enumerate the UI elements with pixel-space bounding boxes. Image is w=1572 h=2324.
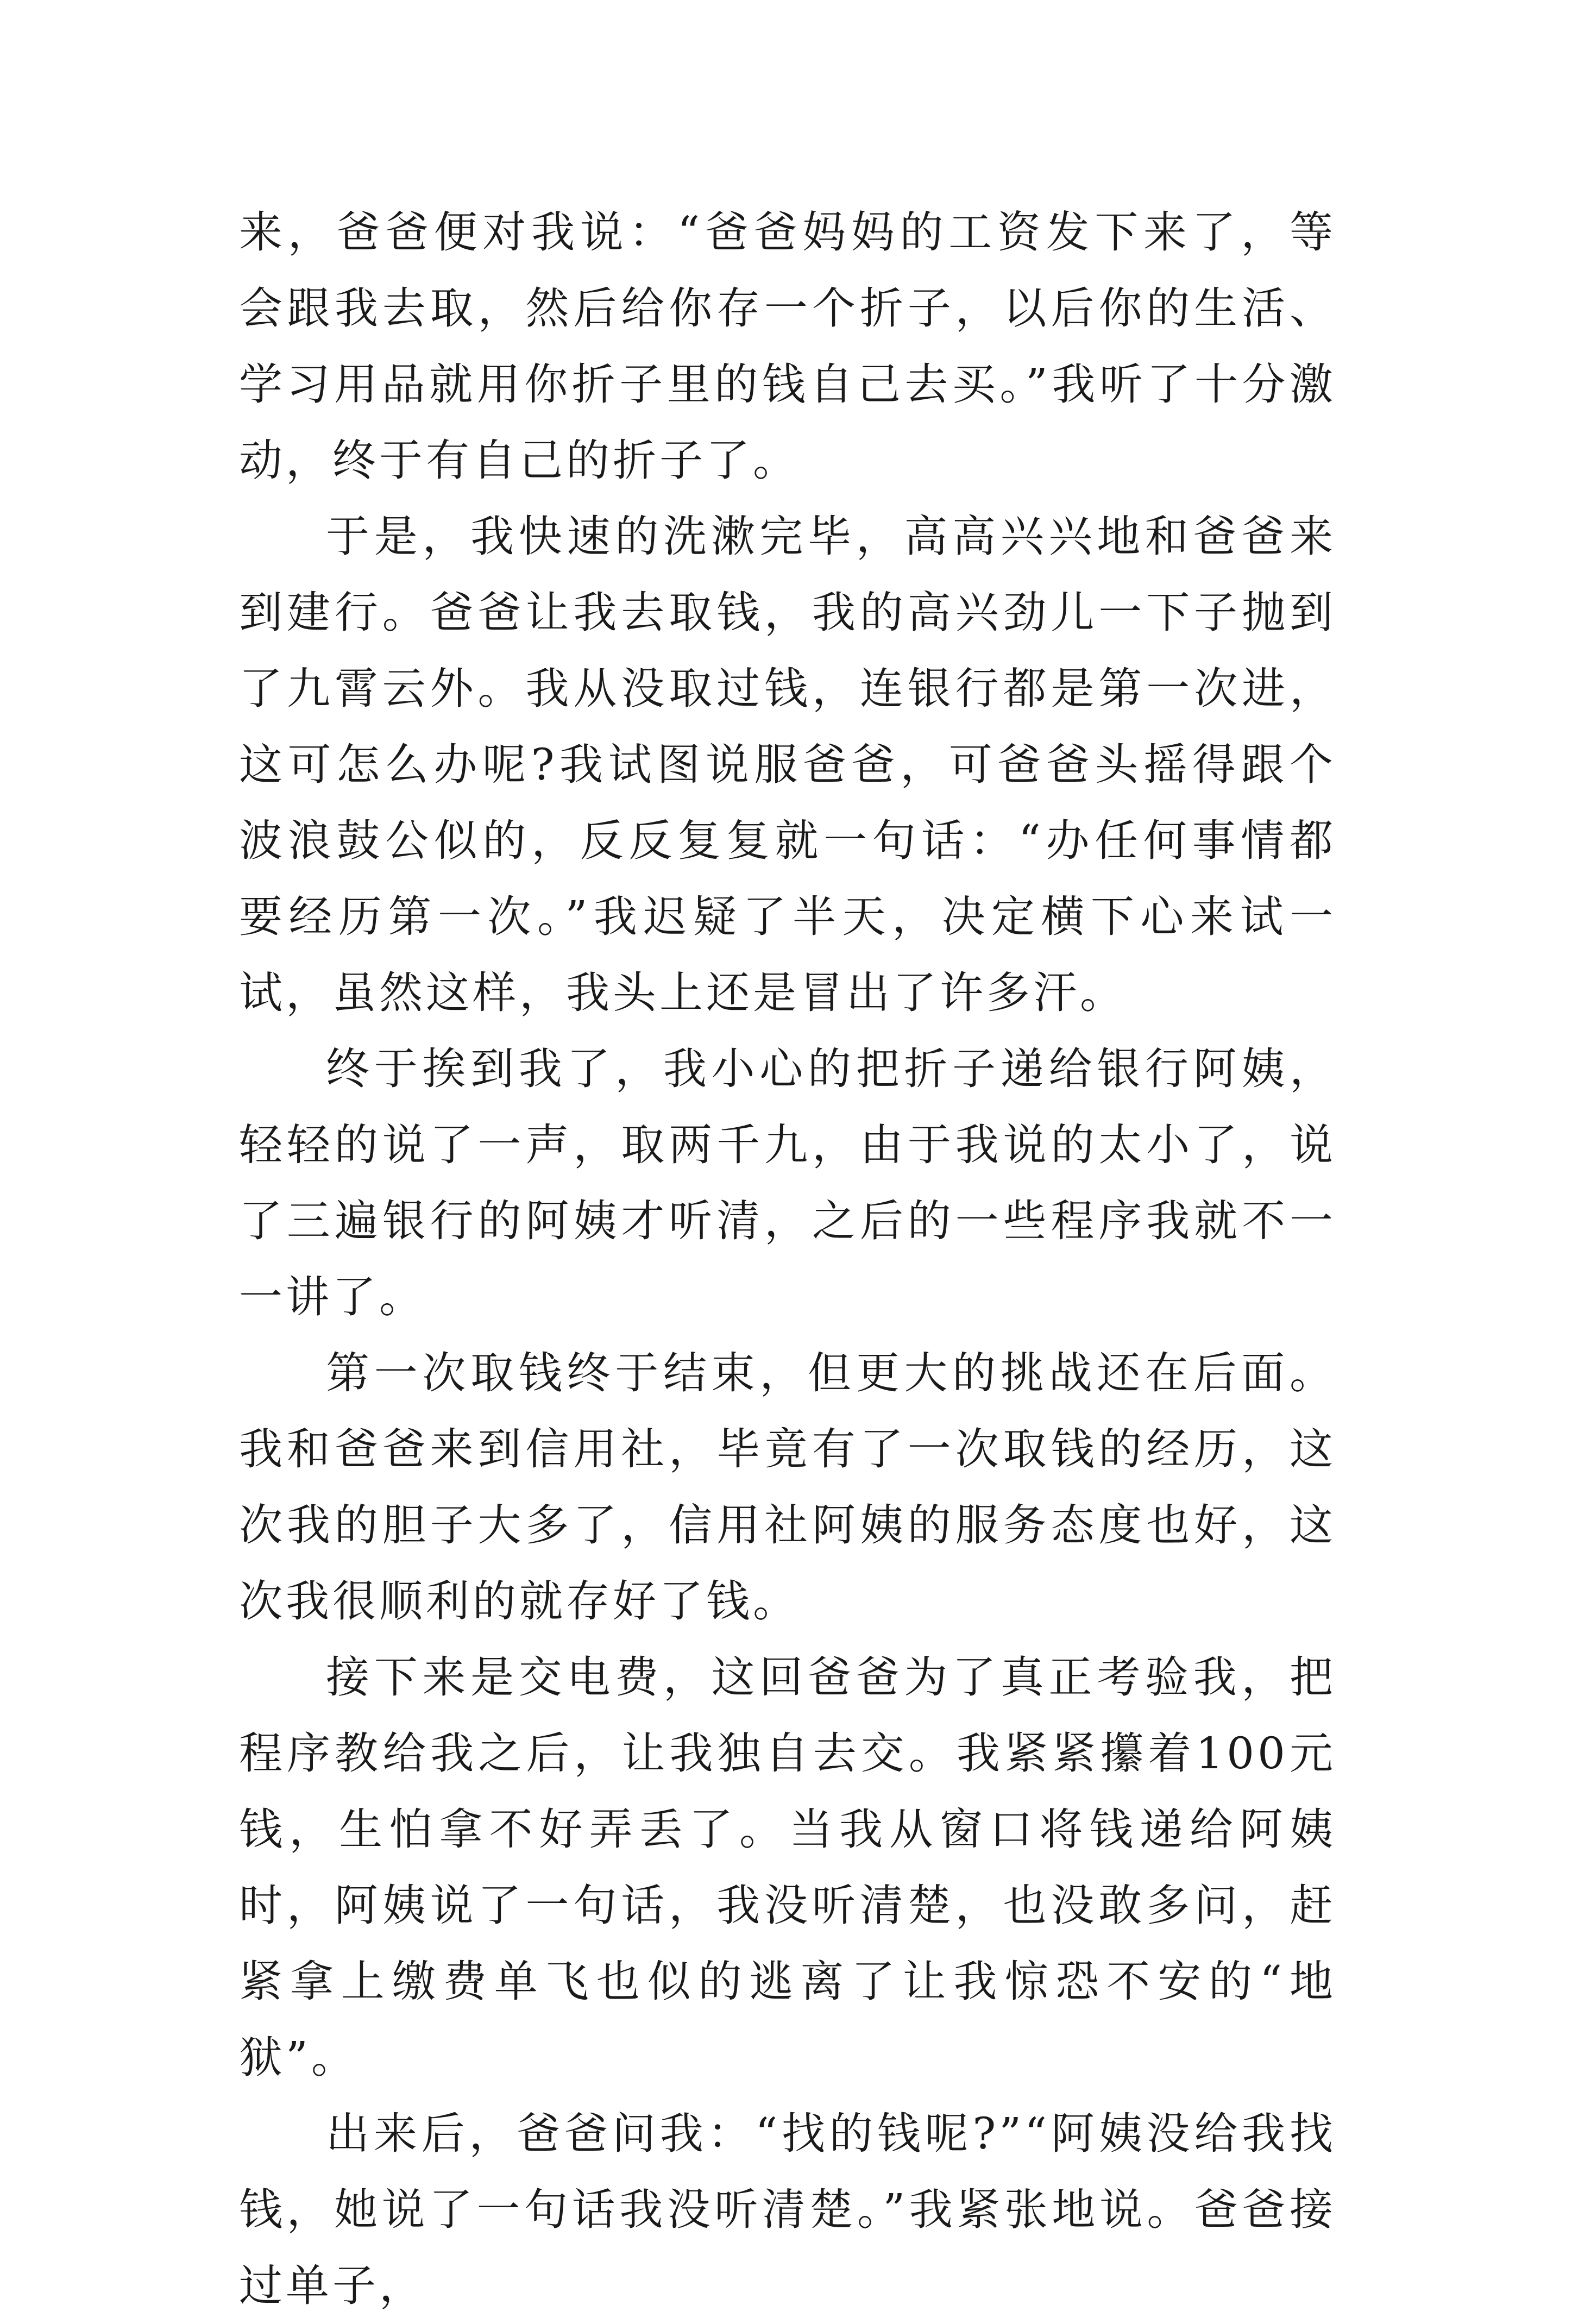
paragraph-4: 第一次取钱终于结束，但更大的挑战还在后面。我和爸爸来到信用社，毕竟有了一次取钱的经历，这次我的胆子大多了，信用社阿姨的服务态度也好，这次我很顺利的就存好了钱。 <box>239 1348 1336 1626</box>
paragraph-6: 出来后，爸爸问我：“找的钱呢?”“阿姨没给我找钱，她说了一句话我没听清楚。”我紧张地说。爸爸接过单子， <box>239 2108 1336 2311</box>
paragraph-2: 于是，我快速的洗漱完毕，高高兴兴地和爸爸来到建行。爸爸让我去取钱，我的高兴劲儿一下子抛到了九霄云外。我从没取过钱，连银行都是第一次进，这可怎么办呢?我试图说服爸爸，可爸爸头摇得跟个波浪鼓公似的，反反复复就一句话：“办任何事情都要经历第一次。”我迟疑了半天，决定横下心来试一试，虽然这样，我头上还是冒出了许多汗。 <box>239 511 1336 1018</box>
paragraph-5: 接下来是交电费，这回爸爸为了真正考验我，把程序教给我之后，让我独自去交。我紧紧攥着100元钱，生怕拿不好弄丢了。当我从窗口将钱递给阿姨时，阿姨说了一句话，我没听清楚，也没敢多问，赶紧拿上缴费单飞也似的逃离了让我惊恐不安的“地狱”。 <box>239 1652 1336 2083</box>
paragraph-1: 来，爸爸便对我说：“爸爸妈妈的工资发下来了，等会跟我去取，然后给你存一个折子，以后你的生活、学习用品就用你折子里的钱自己去买。”我听了十分激动，终于有自己的折子了。 <box>239 207 1336 486</box>
body-text <box>239 194 1336 2324</box>
paragraph-3: 终于挨到我了，我小心的把折子递给银行阿姨，轻轻的说了一声，取两千九，由于我说的太小了，说了三遍银行的阿姨才听清，之后的一些程序我就不一一讲了。 <box>239 1044 1336 1322</box>
